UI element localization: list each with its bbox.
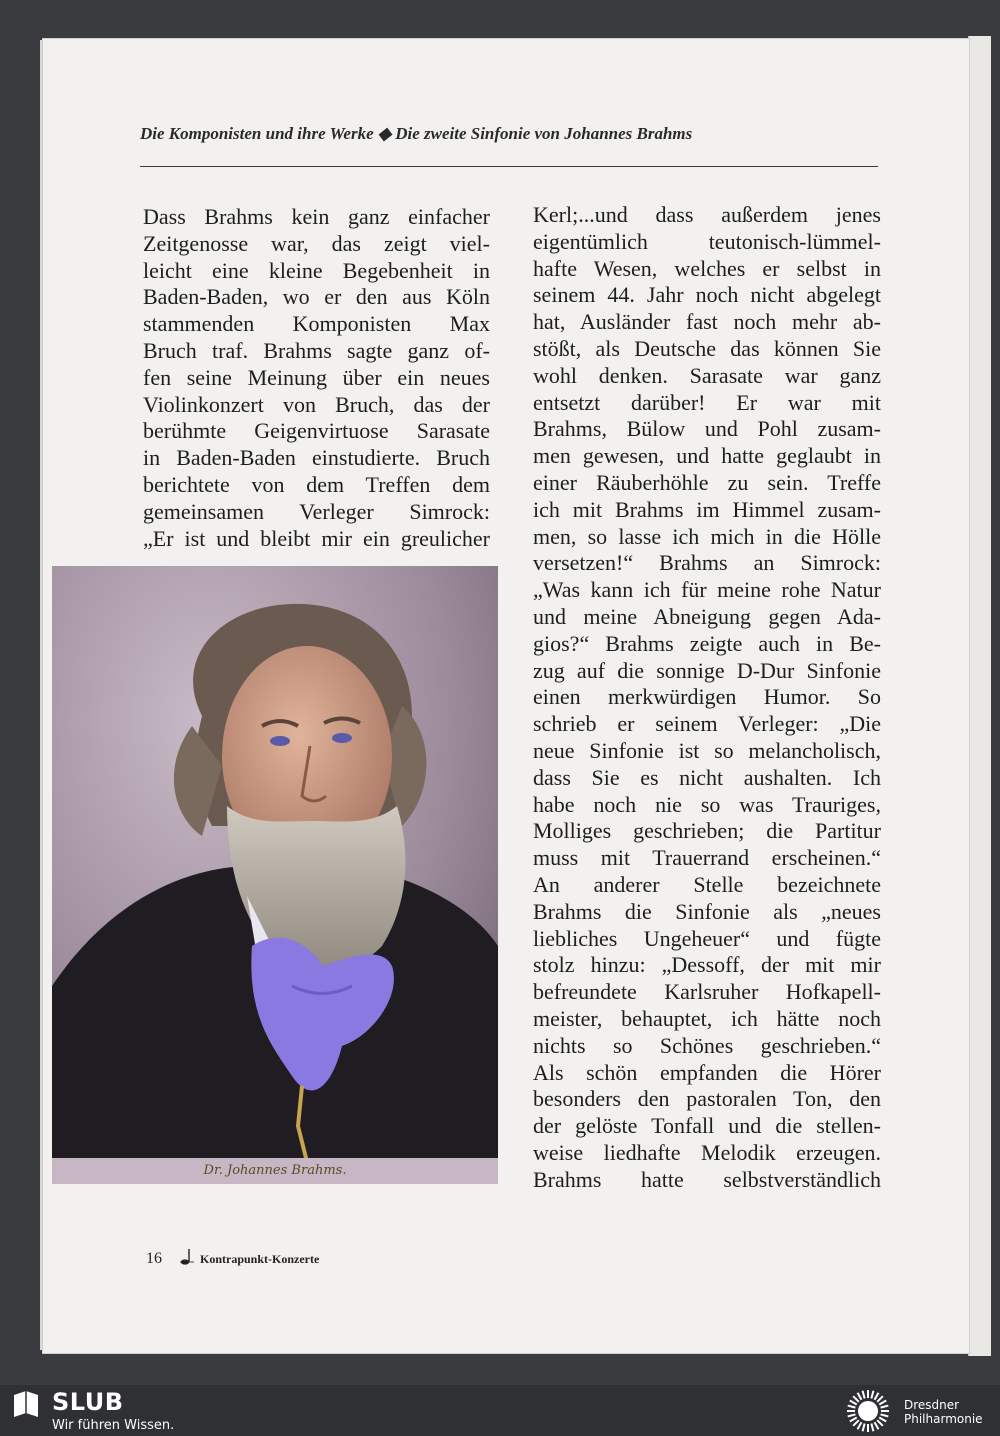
text-line: in Baden-Baden einstudierte. Bruch [143,445,490,471]
music-note-icon [180,1248,194,1266]
book-icon [12,1389,40,1419]
text-line: nichts so Schönes geschrieben.“ [533,1032,881,1058]
text-line: „Was kann ich für meine rohe Natur [533,577,881,603]
text-line: men, so lasse ich mich in die Hölle [533,523,881,549]
sunburst-logo-icon [842,1388,894,1434]
text-line: stößt, als Deutsche das können Sie [533,335,881,361]
text-line: Dass Brahms kein ganz einfacher [143,204,490,229]
text-line: Brahms hatte selbstverständlich [533,1166,881,1192]
photo-caption: Dr. Johannes Brahms. [52,1158,498,1184]
text-line: einer Räuberhöhle zu sein. Treffe [533,469,881,495]
text-line: men gewesen, und hatte geglaubt in [533,443,881,469]
slub-logo-text: SLUB [52,1388,124,1416]
text-line: weise liedhafte Melodik erzeugen. [533,1139,881,1165]
text-line: schrieb er seinem Verleger: „Die [533,711,881,737]
text-line: meister, behauptet, ich hätte noch [533,1005,881,1031]
text-line: Violinkonzert von Bruch, das der [143,391,490,417]
portrait-illustration [52,566,498,1184]
text-line: fen seine Meinung über ein neues [143,364,490,390]
brahms-portrait-photo [52,566,498,1184]
text-line: Baden-Baden, wo er den aus Köln [143,284,490,310]
text-line: Brahms, Bülow und Pohl zusam- [533,416,881,442]
text-line: neue Sinfonie ist so melancholisch, [533,737,881,763]
partner-line-2: Philharmonie [904,1412,983,1426]
text-line: der gelöste Tonfall und die stellen- [533,1113,881,1139]
text-line: stolz hinzu: „Dessoff, der mit mir [533,952,881,978]
facing-page-edge [968,36,991,1356]
text-line: gios?“ Brahms zeigte auch in Be- [533,630,881,656]
text-line: ich mit Brahms im Himmel zusam- [533,496,881,522]
text-line: „Er ist und bleibt mir ein greulicher [143,525,490,551]
text-line: hat, Ausländer fast noch mehr ab- [533,309,881,335]
text-line: seinem 44. Jahr noch nicht abgelegt [533,282,881,308]
text-line: berichtete von dem Treffen dem [143,471,490,497]
slub-tagline: Wir führen Wissen. [52,1418,175,1433]
text-line: stammenden Komponisten Max [143,311,490,337]
text-line: entsetzt darüber! Er war mit [533,389,881,415]
text-line: An anderer Stelle bezeichnete [533,871,881,897]
text-line: leicht eine kleine Begebenheit in [143,257,490,283]
text-line: und meine Abneigung gegen Ada- [533,603,881,629]
header-rule [140,166,878,167]
text-line: versetzen!“ Brahms an Simrock: [533,550,881,576]
page-number: 16 [146,1250,162,1267]
text-line: Zeitgenosse war, das zeigt viel- [143,230,490,256]
left-text-column [143,204,490,552]
text-line: muss mit Trauerrand erscheinen.“ [533,845,881,871]
text-line: Als schön empfanden die Hörer [533,1059,881,1085]
text-line: Bruch traf. Brahms sagte ganz of- [143,337,490,363]
text-line: habe noch nie so was Trauriges, [533,791,881,817]
text-line: besonders den pastoralen Ton, den [533,1086,881,1112]
text-line: Molliges geschrieben; die Partitur [533,818,881,844]
text-line: Brahms die Sinfonie als „neues [533,898,881,924]
text-line: gemeinsamen Verleger Simrock: [143,498,490,524]
text-line: Kerl;...und dass außerdem jenes [533,202,881,227]
series-name: Kontrapunkt-Konzerte [200,1252,320,1266]
text-line: berühmte Geigenvirtuose Sarasate [143,418,490,444]
text-line: zug auf die sonnige D-Dur Sinfonie [533,657,881,683]
text-line: wohl denken. Sarasate war ganz [533,362,881,388]
text-line: dass Sie es nicht aushalten. Ich [533,764,881,790]
text-line: eigentümlich teutonisch-lümmel- [533,228,881,254]
page-footer-folio [146,1248,319,1268]
partner-line-1: Dresdner [904,1398,960,1412]
text-line: hafte Wesen, welches er selbst in [533,255,881,281]
right-text-column [533,202,881,1193]
text-line: liebliches Ungeheuer“ und fügte [533,925,881,951]
text-line: einen merkwürdigen Humor. So [533,684,881,710]
running-header: Die Komponisten und ihre Werke ◆ Die zweite Sinfonie von Johannes Brahms [140,124,693,143]
dresdner-philharmonie-logo-text [904,1398,983,1426]
text-line: befreundete Karlsruher Hofkapell- [533,979,881,1005]
